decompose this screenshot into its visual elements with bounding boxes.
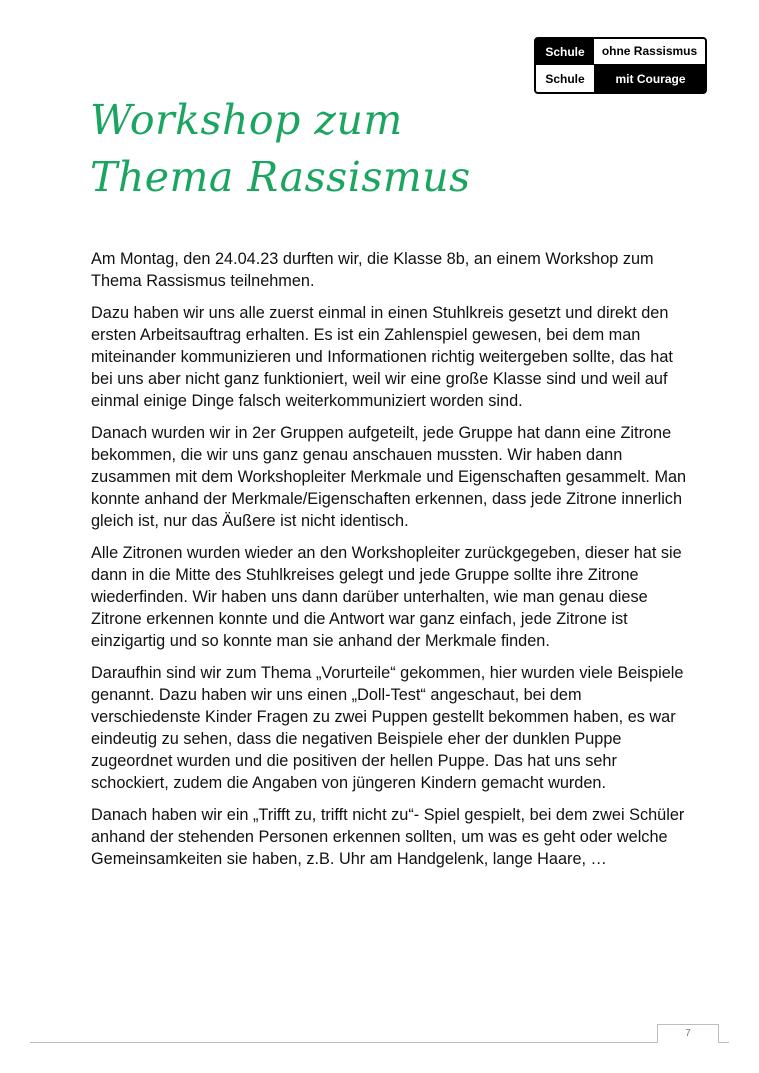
paragraph-zitrone: Danach wurden wir in 2er Gruppen aufgeteilt, jede Gruppe hat dann eine Zitrone bekommen, die wir uns ganz genau anschauen mussten. Wir haben dann zusammen mit dem Workshopleiter Merkmale und Eigenschaften gesammelt. Man konnte anhand der Merkmale/Eigenschaften erkennen, dass jede Zitrone innerlich gleich ist, nur das Äußere ist nicht identisch. [91, 424, 687, 530]
paragraph-trifft-zu: Danach haben wir ein „Trifft zu, trifft nicht zu“- Spiel gespielt, bei dem zwei Schüler anhand der stehenden Personen erkennen sollten, um was es geht oder welche Gemeinsamkeiten sie haben, z.B. Uhr am Handgelenk, lange Haare, … [91, 806, 685, 868]
paragraph-stuhlkreis: Dazu haben wir uns alle zuerst einmal in einen Stuhlkreis gesetzt und direkt den ersten Arbeitsauftrag erhalten. Es ist ein Zahlenspiel gewesen, bei dem man miteinander kommunizieren und Informationen richtig weitergeben sollte, das hat bei uns aber nicht ganz funktioniert, weil wir eine große Klasse sind und weil auf einmal einige Dinge falsch weiterkommuniziert worden sind. [91, 304, 673, 410]
article-body [91, 248, 691, 880]
logo-text-schule-1: Schule [536, 39, 594, 66]
logo-text-mit-courage: mit Courage [596, 66, 705, 93]
page-number: 7 [657, 1024, 719, 1043]
paragraph-vorurteile: Daraufhin sind wir zum Thema „Vorurteile“ gekommen, hier wurden viele Beispiele genannt. Dazu haben wir uns einen „Doll-Test“ angeschaut, bei dem verschiedenste Kinder Fragen zu zwei Puppen gestellt bekommen haben, es war eindeutig zu sehen, dass die negativen Beispiele eher der dunklen Puppe zugeordnet wurden und die positiven der hellen Puppe. Das hat uns sehr schockiert, zudem die Angaben von jüngeren Kindern gemacht wurden. [91, 664, 684, 792]
logo-row-2 [536, 66, 705, 93]
paragraph-intro: Am Montag, den 24.04.23 durften wir, die Klasse 8b, an einem Workshop zum Thema Rassismus teilnehmen. [91, 250, 654, 290]
title-line-2: Thema Rassismus [90, 153, 471, 201]
logo-text-schule-2: Schule [536, 66, 596, 93]
logo-row-1 [536, 39, 705, 66]
logo-text-ohne-rassismus: ohne Rassismus [594, 39, 705, 66]
footer-divider [30, 1042, 729, 1043]
title-line-1: Workshop zum [90, 96, 403, 144]
paragraph-zitronen-zurueck: Alle Zitronen wurden wieder an den Workshopleiter zurückgegeben, dieser hat sie dann in die Mitte des Stuhlkreises gelegt und jede Gruppe sollte ihre Zitrone wiederfinden. Wir haben uns dann darüber unterhalten, wie man genau diese Zitrone erkennen konnte und die Antwort war ganz einfach, jede Zitrone ist einzigartig und so konnte man sie anhand der Merkmale finden. [91, 544, 682, 650]
school-logo [534, 37, 707, 94]
page-title [90, 92, 471, 206]
